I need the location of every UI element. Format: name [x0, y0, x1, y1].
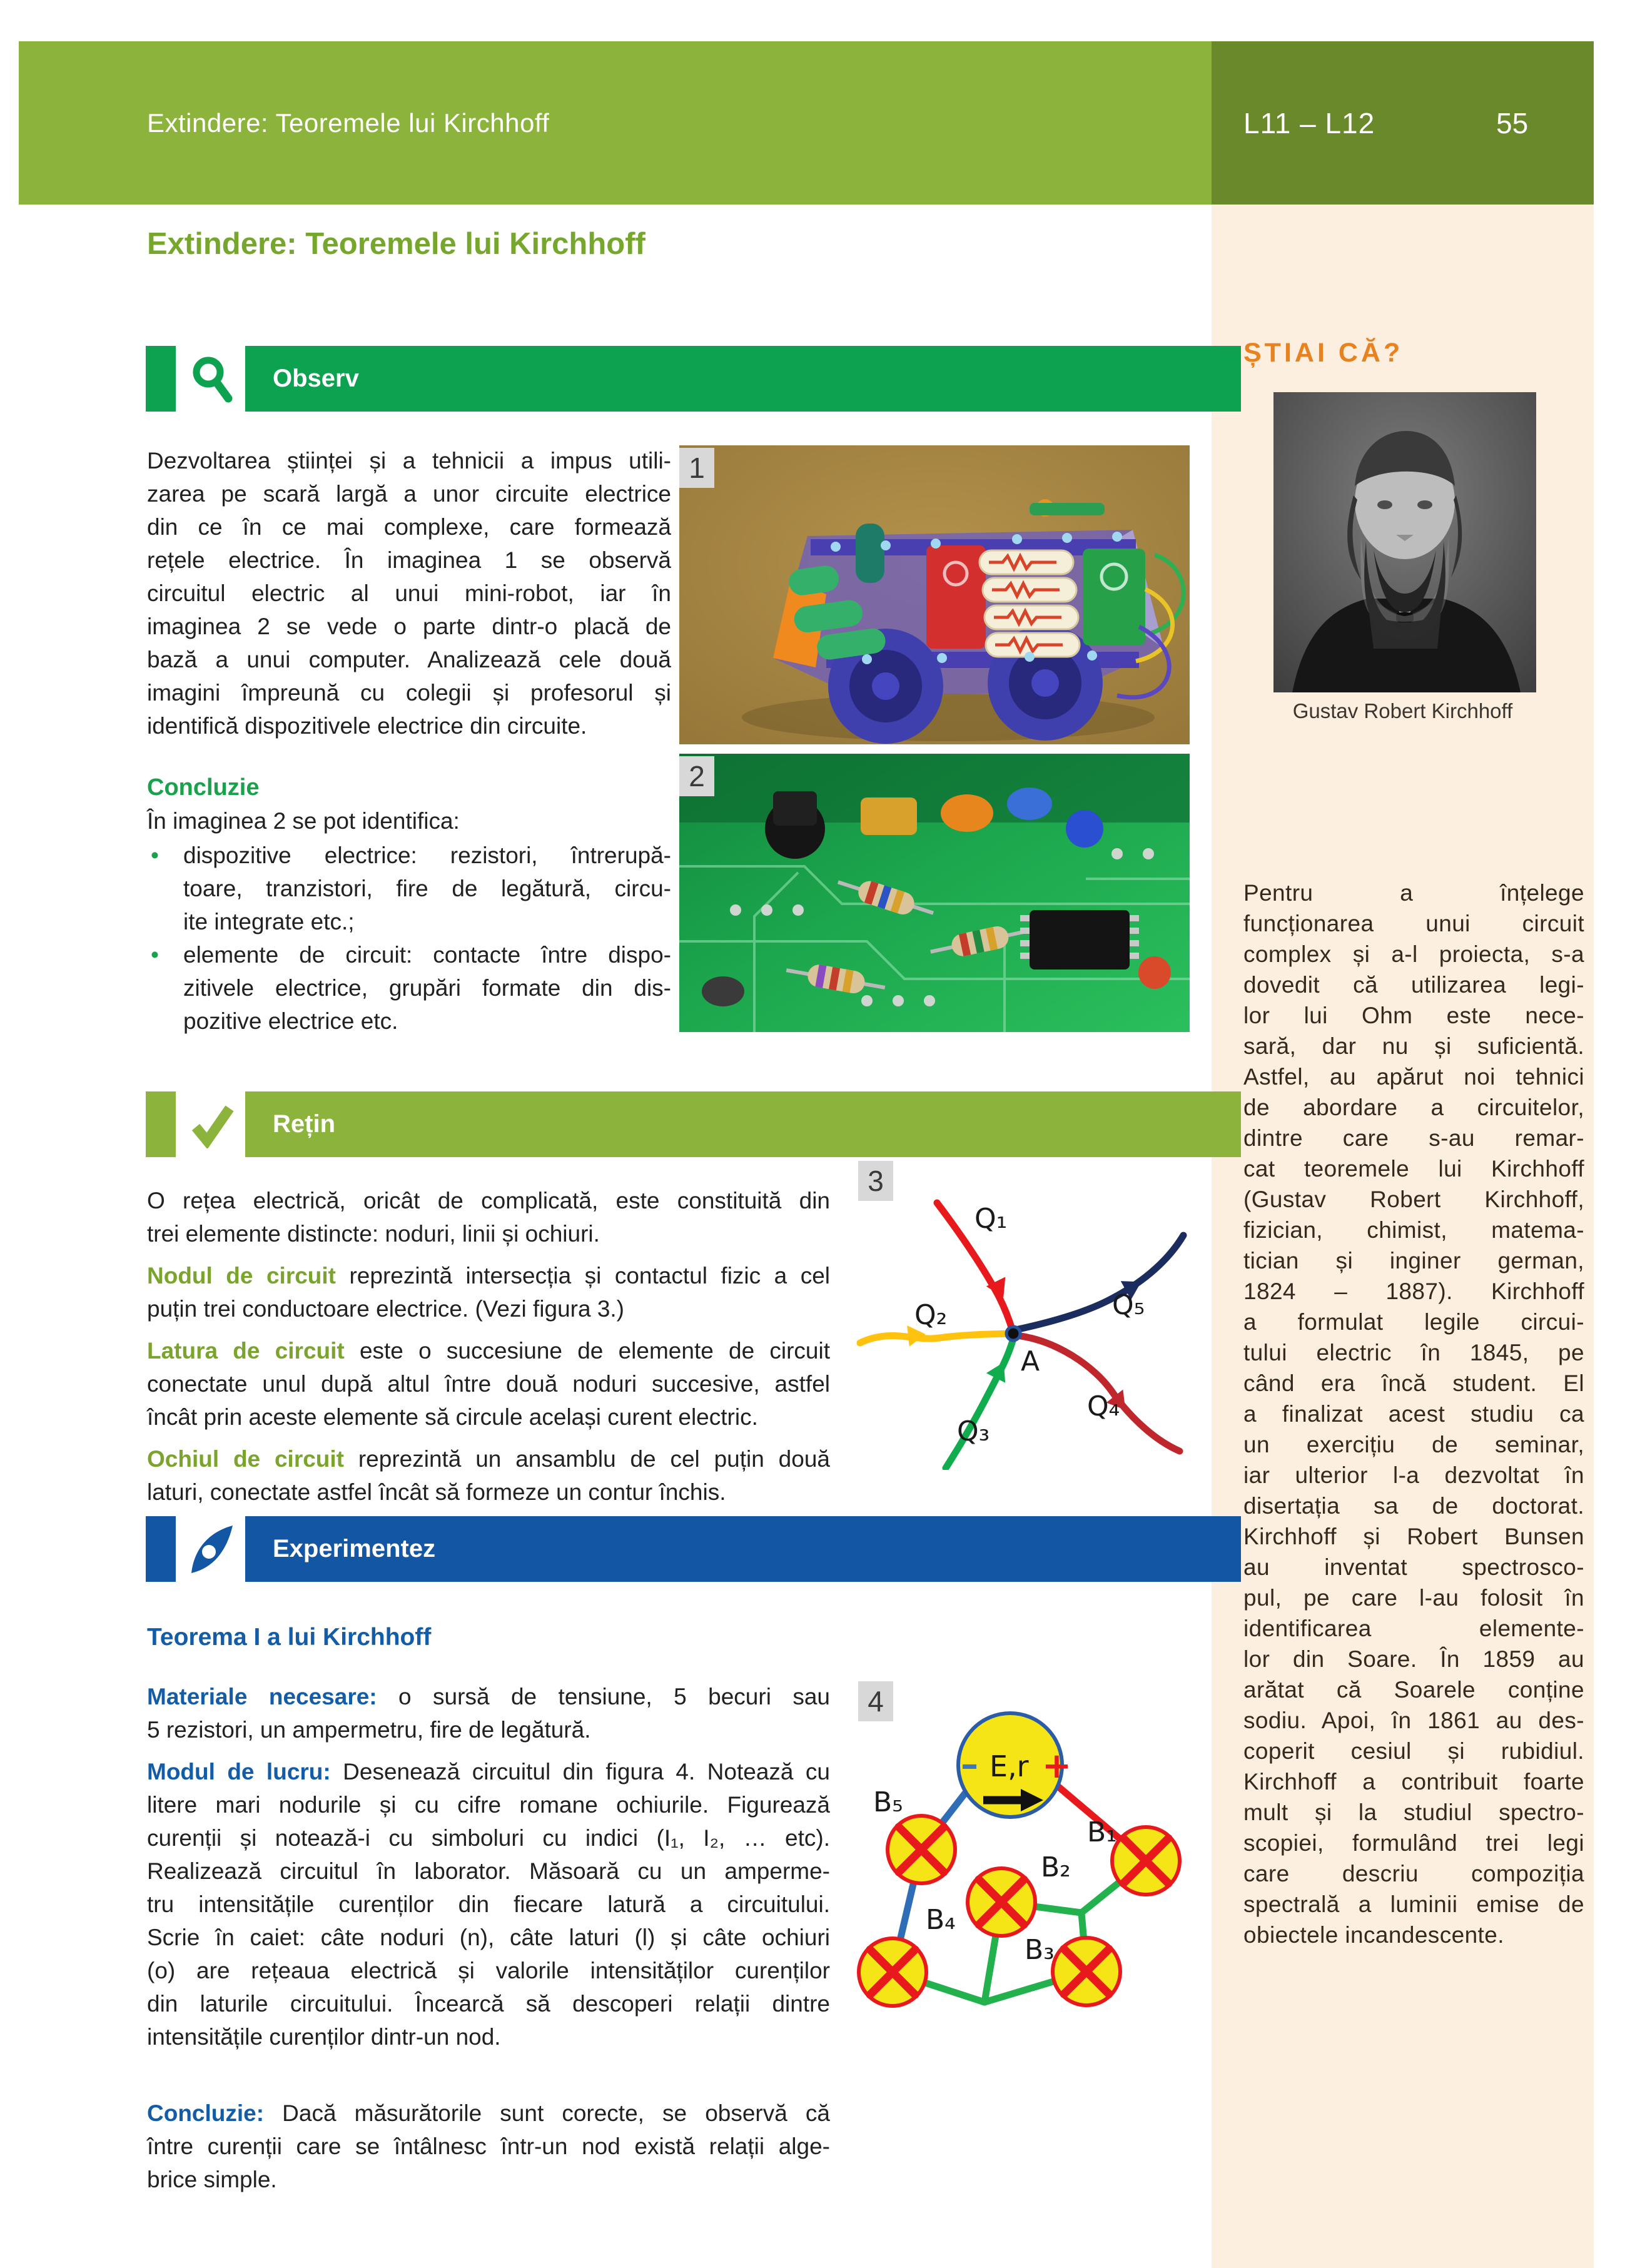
text-line: Concluzie: Dacă măsurătorile sunt corecte, se observă că: [147, 2100, 830, 2126]
materiale-paragraph: [147, 1680, 830, 1746]
retin-paragraph: [147, 1259, 830, 1325]
text-line: circuitul electric al unui mini-robot, iar în: [147, 580, 671, 606]
sidebar-text: [1243, 878, 1584, 1950]
text-line: zitivele electrice, grupări formate din dis-: [183, 975, 671, 1001]
text-line: pozitive electrice etc.: [183, 1008, 398, 1034]
portrait-caption: Gustav Robert Kirchhoff: [1292, 699, 1513, 722]
modul-de-lucru-paragraph: [147, 1755, 830, 2053]
text-line: tului electric în 1845, pe: [1243, 1340, 1584, 1365]
text-line: de abordare a circuitelor,: [1243, 1095, 1584, 1120]
source-minus: –: [961, 1744, 978, 1785]
text-line: toare, tranzistori, fire de legătură, circu-: [183, 876, 671, 901]
text-line: Kirchhoff a contribuit foarte: [1243, 1769, 1584, 1795]
text-line: încât prin aceste elemente să circule același curent electric.: [147, 1404, 758, 1430]
bulb-b3: [1053, 1938, 1120, 2005]
observ-text: [147, 444, 671, 1038]
bulb-label-b4: B₄: [926, 1904, 956, 1936]
text-line: Realizează circuitul în laborator. Măsoară cu un amperme-: [147, 1858, 830, 1884]
text-line: Nodul de circuit reprezintă intersecția și contactul fizic a cel: [147, 1263, 830, 1288]
figure-1-number: 1: [679, 448, 714, 488]
text-line: între curenții care se întâlnesc într-un nod există relații alge-: [147, 2134, 830, 2159]
retin-paragraph: [147, 1184, 830, 1250]
text-line: rețele electrice. În imaginea 1 se observă: [147, 547, 671, 573]
text-line: din laturile circuitului. Încearcă să descoperi relații dintre: [147, 1991, 830, 2017]
text-line: un exercițiu de seminar,: [1243, 1432, 1584, 1457]
bulb-circuit-diagram: [826, 1601, 1226, 2030]
retin-label: Rețin: [273, 1110, 335, 1138]
text-line: Pentru a înțelege: [1243, 880, 1584, 906]
text-line: intensitățile curenților dintr-un nod.: [147, 2024, 501, 2050]
source-label: E,r: [990, 1749, 1029, 1783]
text-line: sară, dar nu și suficientă.: [1243, 1033, 1584, 1059]
retin-paragraph: [147, 1442, 830, 1509]
observ-conclusion-intro: În imaginea 2 se pot identifica:: [147, 808, 460, 834]
text-line: 5 rezistori, un ampermetru, fire de legătură.: [147, 1717, 591, 1743]
text-line: conectate unul după altul între două noduri succesive, astfel: [147, 1371, 830, 1397]
text-line: cat teoremele lui Kirchhoff: [1243, 1156, 1584, 1182]
text-line: dintre care s-au remar-: [1243, 1125, 1584, 1151]
magnifier-icon: [188, 346, 236, 412]
bulb-b2: [968, 1868, 1035, 1936]
text-line: obiectele incandescente.: [1243, 1922, 1504, 1948]
text-line: brice simple.: [147, 2167, 277, 2192]
text-line: litere mari nodurile și cu cifre romane ochiurile. Figurează: [147, 1792, 830, 1818]
text-line: sodiu. Apoi, în 1861 au des-: [1243, 1708, 1584, 1733]
observ-paragraph: [147, 444, 671, 742]
text-line: laturi, conectate astfel încât să formeze un contur închis.: [147, 1479, 726, 1505]
current-label-q1: Q₁: [974, 1203, 1008, 1235]
circuit-board-photo: [679, 754, 1190, 1035]
text-line: lor lui Ohm este nece-: [1243, 1003, 1584, 1028]
text-line: Ochiul de circuit reprezintă un ansamblu de cel puțin două: [147, 1446, 830, 1472]
text-line: funcționarea unui circuit: [1243, 911, 1584, 936]
text-line: spectrală a luminii emise de: [1243, 1891, 1584, 1917]
text-line: imaginea 2 se vede o parte dintr-o placă de: [147, 614, 671, 639]
text-line: Kirchhoff și Robert Bunsen: [1243, 1524, 1584, 1549]
page-title: Extindere: Teoremele lui Kirchhoff: [147, 227, 645, 261]
check-icon: [188, 1091, 236, 1157]
text-line: Materiale necesare: o sursă de tensiune, 5 becuri sau: [147, 1684, 830, 1709]
text-line: disertația sa de doctorat.: [1243, 1493, 1584, 1519]
observ-label: Observ: [273, 365, 359, 392]
node-label-a: A: [1021, 1345, 1040, 1377]
mini-robot-photo: [679, 445, 1190, 747]
text-line: când era încă student. El: [1243, 1370, 1584, 1396]
text-line: 1824 – 1887). Kirchhoff: [1243, 1278, 1584, 1304]
list-item: [147, 938, 671, 1038]
bulb-label-b5: B₅: [873, 1786, 903, 1818]
text-line: a finalizat acest studiu ca: [1243, 1401, 1584, 1427]
current-label-q2: Q₂: [914, 1299, 948, 1331]
text-line: tician și inginer german,: [1243, 1248, 1584, 1273]
observ-conclusion-heading: Concluzie: [147, 774, 260, 801]
text-line: identifică dispozitivele electrice din circuite.: [147, 713, 587, 739]
text-line: scopiei, formulând trei legi: [1243, 1830, 1584, 1856]
text-line: care descriu compoziția: [1243, 1861, 1584, 1886]
experimentez-label: Experimentez: [273, 1535, 436, 1562]
bulb-b4: [859, 1938, 926, 2006]
compass-icon: [188, 1516, 236, 1582]
lesson-range: L11 – L12: [1243, 106, 1375, 139]
text-line: arătat că Soarele conține: [1243, 1677, 1584, 1703]
source-plus: +: [1042, 1746, 1071, 1786]
text-line: lor din Soare. În 1859 au: [1243, 1646, 1584, 1672]
text-line: (Gustav Robert Kirchhoff,: [1243, 1187, 1584, 1212]
theorem-subtitle: Teorema I a lui Kirchhoff: [147, 1624, 432, 1651]
text-line: a formulat legile circui-: [1243, 1309, 1584, 1335]
text-line: O rețea electrică, oricât de complicată, este constituită din: [147, 1188, 830, 1213]
text-line: Latura de circuit este o succesiune de elemente de circuit: [147, 1338, 831, 1364]
text-line: coperit cesiul și rubidiul.: [1243, 1738, 1584, 1764]
text-line: identificarea elemente-: [1243, 1616, 1584, 1641]
list-item: [147, 839, 671, 938]
current-label-q3: Q₃: [957, 1415, 990, 1447]
text-line: trei elemente distincte: noduri, linii și ochiuri.: [147, 1221, 600, 1247]
concluzie-paragraph: [147, 2097, 830, 2196]
sidebar-heading: ȘTIAI CĂ?: [1243, 338, 1404, 368]
text-line: (o) are rețeaua electrică și valorile intensităților curenților: [147, 1958, 830, 1983]
text-line: tru intensitățile curenților din fiecare latură a circuitului.: [147, 1891, 830, 1917]
text-line: Modul de lucru: Desenează circuitul din figura 4. Notează cu: [147, 1759, 830, 1785]
text-line: curenții și notează-i cu simboluri cu indici (I₁, I₂, … etc).: [147, 1825, 830, 1851]
text-line: Astfel, au apărut noi tehnici: [1243, 1064, 1584, 1090]
text-line: din ce în ce mai complexe, care formează: [147, 514, 671, 540]
retin-text: [147, 1184, 830, 1509]
text-line: mult și la studiul spectro-: [1243, 1800, 1584, 1825]
text-line: Scrie în caiet: câte noduri (n), câte laturi (l) și câte ochiuri: [147, 1925, 830, 1950]
bullet-dot-icon: •: [151, 942, 159, 968]
observ-section-header: [245, 346, 1241, 412]
current-label-q5: Q₅: [1112, 1289, 1145, 1321]
text-line: imagini împreună cu colegii și profesorul și: [147, 680, 671, 706]
bulb-b5: [888, 1816, 955, 1883]
bulb-label-b2: B₂: [1041, 1851, 1071, 1883]
text-line: fizician, chimist, matema-: [1243, 1217, 1584, 1243]
text-line: elemente de circuit: contacte între dispo-: [183, 942, 671, 968]
text-line: iar ulterior l-a dezvoltat în: [1243, 1462, 1584, 1488]
experimentez-accent-bar: [146, 1516, 176, 1582]
text-line: Dezvoltarea științei și a tehnicii a impus utili-: [147, 448, 671, 473]
text-line: complex și a-l proiecta, s-a: [1243, 941, 1584, 967]
breadcrumb: Extindere: Teoremele lui Kirchhoff: [147, 108, 550, 138]
text-line: au inventat spectrosco-: [1243, 1554, 1584, 1580]
text-line: puțin trei conductoare electrice. (Vezi figura 3.): [147, 1296, 624, 1322]
text-line: pul, pe care l-au folosit în: [1243, 1585, 1584, 1611]
bulb-label-b3: B₃: [1025, 1934, 1055, 1966]
text-line: zarea pe scară largă a unor circuite electrice: [147, 481, 671, 507]
figure-4-number: 4: [858, 1681, 893, 1721]
experimentez-section-header: [245, 1516, 1241, 1582]
text-line: ite integrate etc.;: [183, 909, 355, 934]
bulb-label-b1: B₁: [1087, 1816, 1117, 1848]
figure-3-number: 3: [858, 1161, 893, 1201]
bullet-dot-icon: •: [151, 843, 159, 868]
retin-paragraph: [147, 1334, 830, 1434]
portrait-photo: [1273, 392, 1536, 692]
page-number: 55: [1496, 106, 1529, 139]
figure-2-number: 2: [679, 756, 714, 796]
text-line: bază a unui computer. Analizează cele două: [147, 647, 671, 672]
bulb-b1: [1112, 1827, 1180, 1895]
retin-accent-bar: [146, 1091, 176, 1157]
text-line: dovedit că utilizarea legi-: [1243, 972, 1584, 998]
current-label-q4: Q₄: [1087, 1390, 1120, 1422]
text-line: dispozitive electrice: rezistori, întrerupă-: [183, 843, 671, 868]
observ-accent-bar: [146, 346, 176, 412]
